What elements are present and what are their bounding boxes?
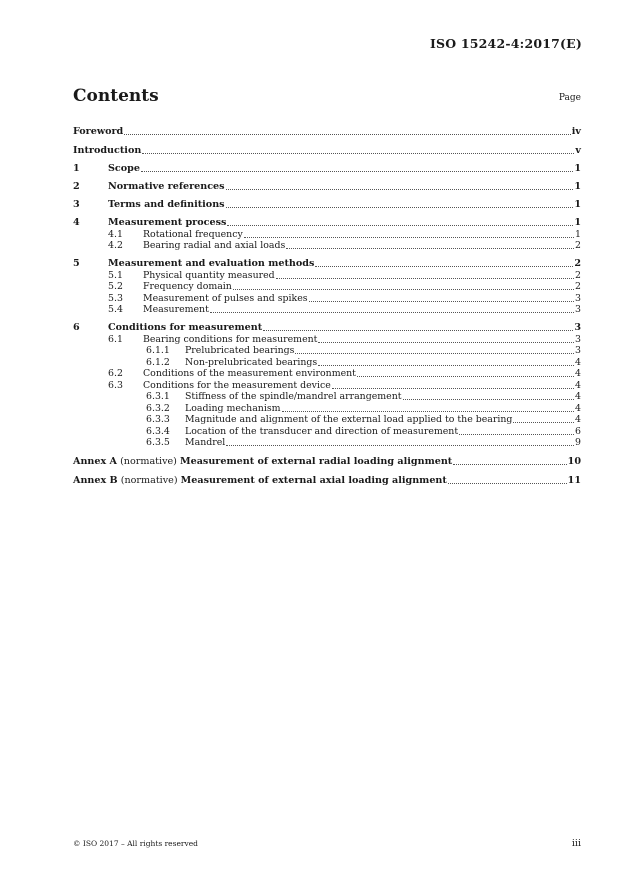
toc-entry-number: 4 [73,217,80,228]
toc-entry[interactable] [73,304,581,316]
toc-entry-title: Terms and definitions [108,199,225,210]
toc-entry[interactable] [73,269,581,281]
dot-leader [282,410,575,412]
toc-entry-title: Mandrel [185,437,226,448]
toc-entry-number: 5.4 [108,304,123,315]
toc-entry-title: Introduction [73,145,142,156]
toc-entry[interactable] [73,292,581,304]
toc-entry-title: Rotational frequency [143,228,243,240]
dot-leader [226,188,574,190]
toc-entry[interactable] [73,210,581,228]
toc-entry-page: 1 [574,181,581,192]
dot-leader [226,444,574,446]
dot-leader [263,329,573,331]
toc-entry-title: Loading mechanism [185,402,281,414]
toc-entry[interactable] [73,315,581,333]
toc-entry-number: 4.2 [108,240,123,251]
dot-leader [141,170,573,172]
toc-entry-page: 2 [574,258,581,269]
toc-entry[interactable] [73,379,581,391]
dot-leader [286,247,574,249]
toc-entry-number: 6.2 [108,368,123,379]
toc-entry[interactable] [73,467,581,486]
toc-entry-page: 4 [575,368,581,379]
toc-entry-page: 2 [575,281,581,292]
toc-entry-number: 3 [73,199,80,210]
toc-entry-number: 6.3.5 [146,437,170,448]
toc-entry-title: Prelubricated bearings [185,345,295,356]
toc-entry-page: 11 [567,475,581,486]
dot-leader [227,224,573,226]
toc-entry-title [73,476,447,486]
dot-leader [453,463,566,465]
toc-entry-number: 6 [73,322,80,333]
toc-entry-title: Measurement process [108,217,227,228]
dot-leader [210,311,574,313]
toc-entry-page: iv [571,126,581,137]
toc-entry-title: Frequency domain [143,281,232,292]
toc-entry-title: Magnitude and alignment of the external load applied to the bearing [185,414,513,425]
toc-entry-title: Foreword [73,126,124,137]
toc-entry-number: 4.1 [108,228,123,240]
toc-entry-page: 4 [575,356,581,368]
toc-entry[interactable] [73,281,581,293]
dot-leader [332,387,574,389]
toc-entry-title: Location of the transducer and direction of measurement [185,425,459,437]
dot-leader [459,433,574,435]
toc-entry[interactable] [73,118,581,137]
copyright-notice: © ISO 2017 – All rights reserved [73,839,198,848]
toc-entry[interactable] [73,333,581,345]
dot-leader [233,288,574,290]
dot-leader [318,364,574,366]
toc-entry[interactable] [73,345,581,357]
dot-leader [309,300,574,302]
annex-type: (normative) [117,456,180,467]
toc-entry-page: 2 [575,240,581,251]
toc-entry-title: Conditions for the measurement device [143,379,331,391]
toc-entry-title: Scope [108,163,140,174]
toc-entry[interactable] [73,414,581,426]
annex-label: Annex A [73,456,118,467]
toc-entry-title: Measurement and evaluation methods [108,258,315,269]
toc-entry-page: 1 [574,199,581,210]
dot-leader [276,277,574,279]
toc-entry-page: 2 [575,269,581,281]
toc-entry-page: 1 [575,228,581,240]
annex-label: Annex B [73,475,118,486]
dot-leader [315,265,573,267]
toc-entry-title: Measurement [143,304,209,315]
toc-entry[interactable] [73,437,581,449]
toc-entry[interactable] [73,425,581,437]
toc-entry[interactable] [73,356,581,368]
toc-entry-title: Non-prelubricated bearings [185,356,318,368]
dot-leader [318,341,574,343]
standard-identifier: ISO 15242-4:2017(E) [429,36,582,51]
toc-entry[interactable] [73,402,581,414]
toc-entry[interactable] [73,174,581,192]
contents-heading: Contents [73,86,159,106]
toc-entry-title: Conditions of the measurement environment [143,368,356,379]
dot-leader [357,375,574,377]
toc-entry-number: 6.1.1 [146,345,170,356]
dot-leader [226,206,574,208]
toc-entry-title: Conditions for measurement [108,322,263,333]
dot-leader [403,398,575,400]
page-number: iii [571,838,581,849]
toc-entry-title: Stiffness of the spindle/mandrel arrangement [185,391,402,402]
toc-entry-title: Measurement of pulses and spikes [143,292,308,304]
dot-leader [513,421,574,423]
toc-entry-page: 3 [575,292,581,304]
dot-leader [244,236,574,238]
toc-entry-page: 4 [575,379,581,391]
toc-entry-number: 6.3.4 [146,425,170,437]
toc-entry-page: 4 [575,414,581,425]
toc-entry-title: Bearing radial and axial loads [143,240,286,251]
dot-leader [142,152,574,154]
dot-leader [295,352,574,354]
table-of-contents [73,118,581,486]
toc-entry-page: 6 [575,425,581,437]
toc-entry-title: Normative references [108,181,225,192]
page-column-label: Page [558,93,581,103]
toc-entry-number: 6.3.1 [146,391,170,402]
toc-entry-number: 5 [73,258,80,269]
toc-entry-page: 4 [575,402,581,414]
dot-leader [448,482,567,484]
toc-entry-number: 5.3 [108,292,123,304]
toc-entry-number: 6.3.3 [146,414,170,425]
toc-entry-page: v [575,145,581,156]
annex-title: Measurement of external axial loading alignment [180,475,447,486]
toc-entry-page: 9 [575,437,581,448]
toc-entry-page: 1 [574,217,581,228]
toc-entry[interactable] [73,251,581,269]
toc-entry-page: 1 [574,163,581,174]
toc-entry[interactable] [73,228,581,240]
toc-entry[interactable] [73,368,581,380]
toc-entry-title [73,457,452,467]
annex-title: Measurement of external radial loading alignment [179,456,453,467]
toc-entry[interactable] [73,137,581,156]
annex-type: (normative) [117,475,181,486]
toc-entry-number: 5.1 [108,269,123,281]
toc-entry[interactable] [73,391,581,403]
toc-entry[interactable] [73,448,581,467]
dot-leader [124,133,571,135]
toc-entry-number: 6.3 [108,379,123,391]
toc-entry-title: Physical quantity measured [143,269,275,281]
toc-entry-page: 3 [575,345,581,356]
toc-entry-number: 1 [73,163,80,174]
toc-entry-page: 4 [575,391,581,402]
toc-entry-number: 6.3.2 [146,402,170,414]
toc-entry-page: 3 [574,322,581,333]
toc-entry-number: 6.1.2 [146,356,170,368]
toc-entry-number: 6.1 [108,333,123,345]
toc-entry-title: Bearing conditions for measurement [143,333,318,345]
toc-entry-number: 2 [73,181,80,192]
toc-entry-number: 5.2 [108,281,123,292]
toc-entry-page: 3 [575,333,581,345]
toc-entry[interactable] [73,240,581,252]
toc-entry[interactable] [73,192,581,210]
toc-entry[interactable] [73,156,581,174]
toc-entry-page: 10 [567,456,581,467]
toc-entry-page: 3 [575,304,581,315]
